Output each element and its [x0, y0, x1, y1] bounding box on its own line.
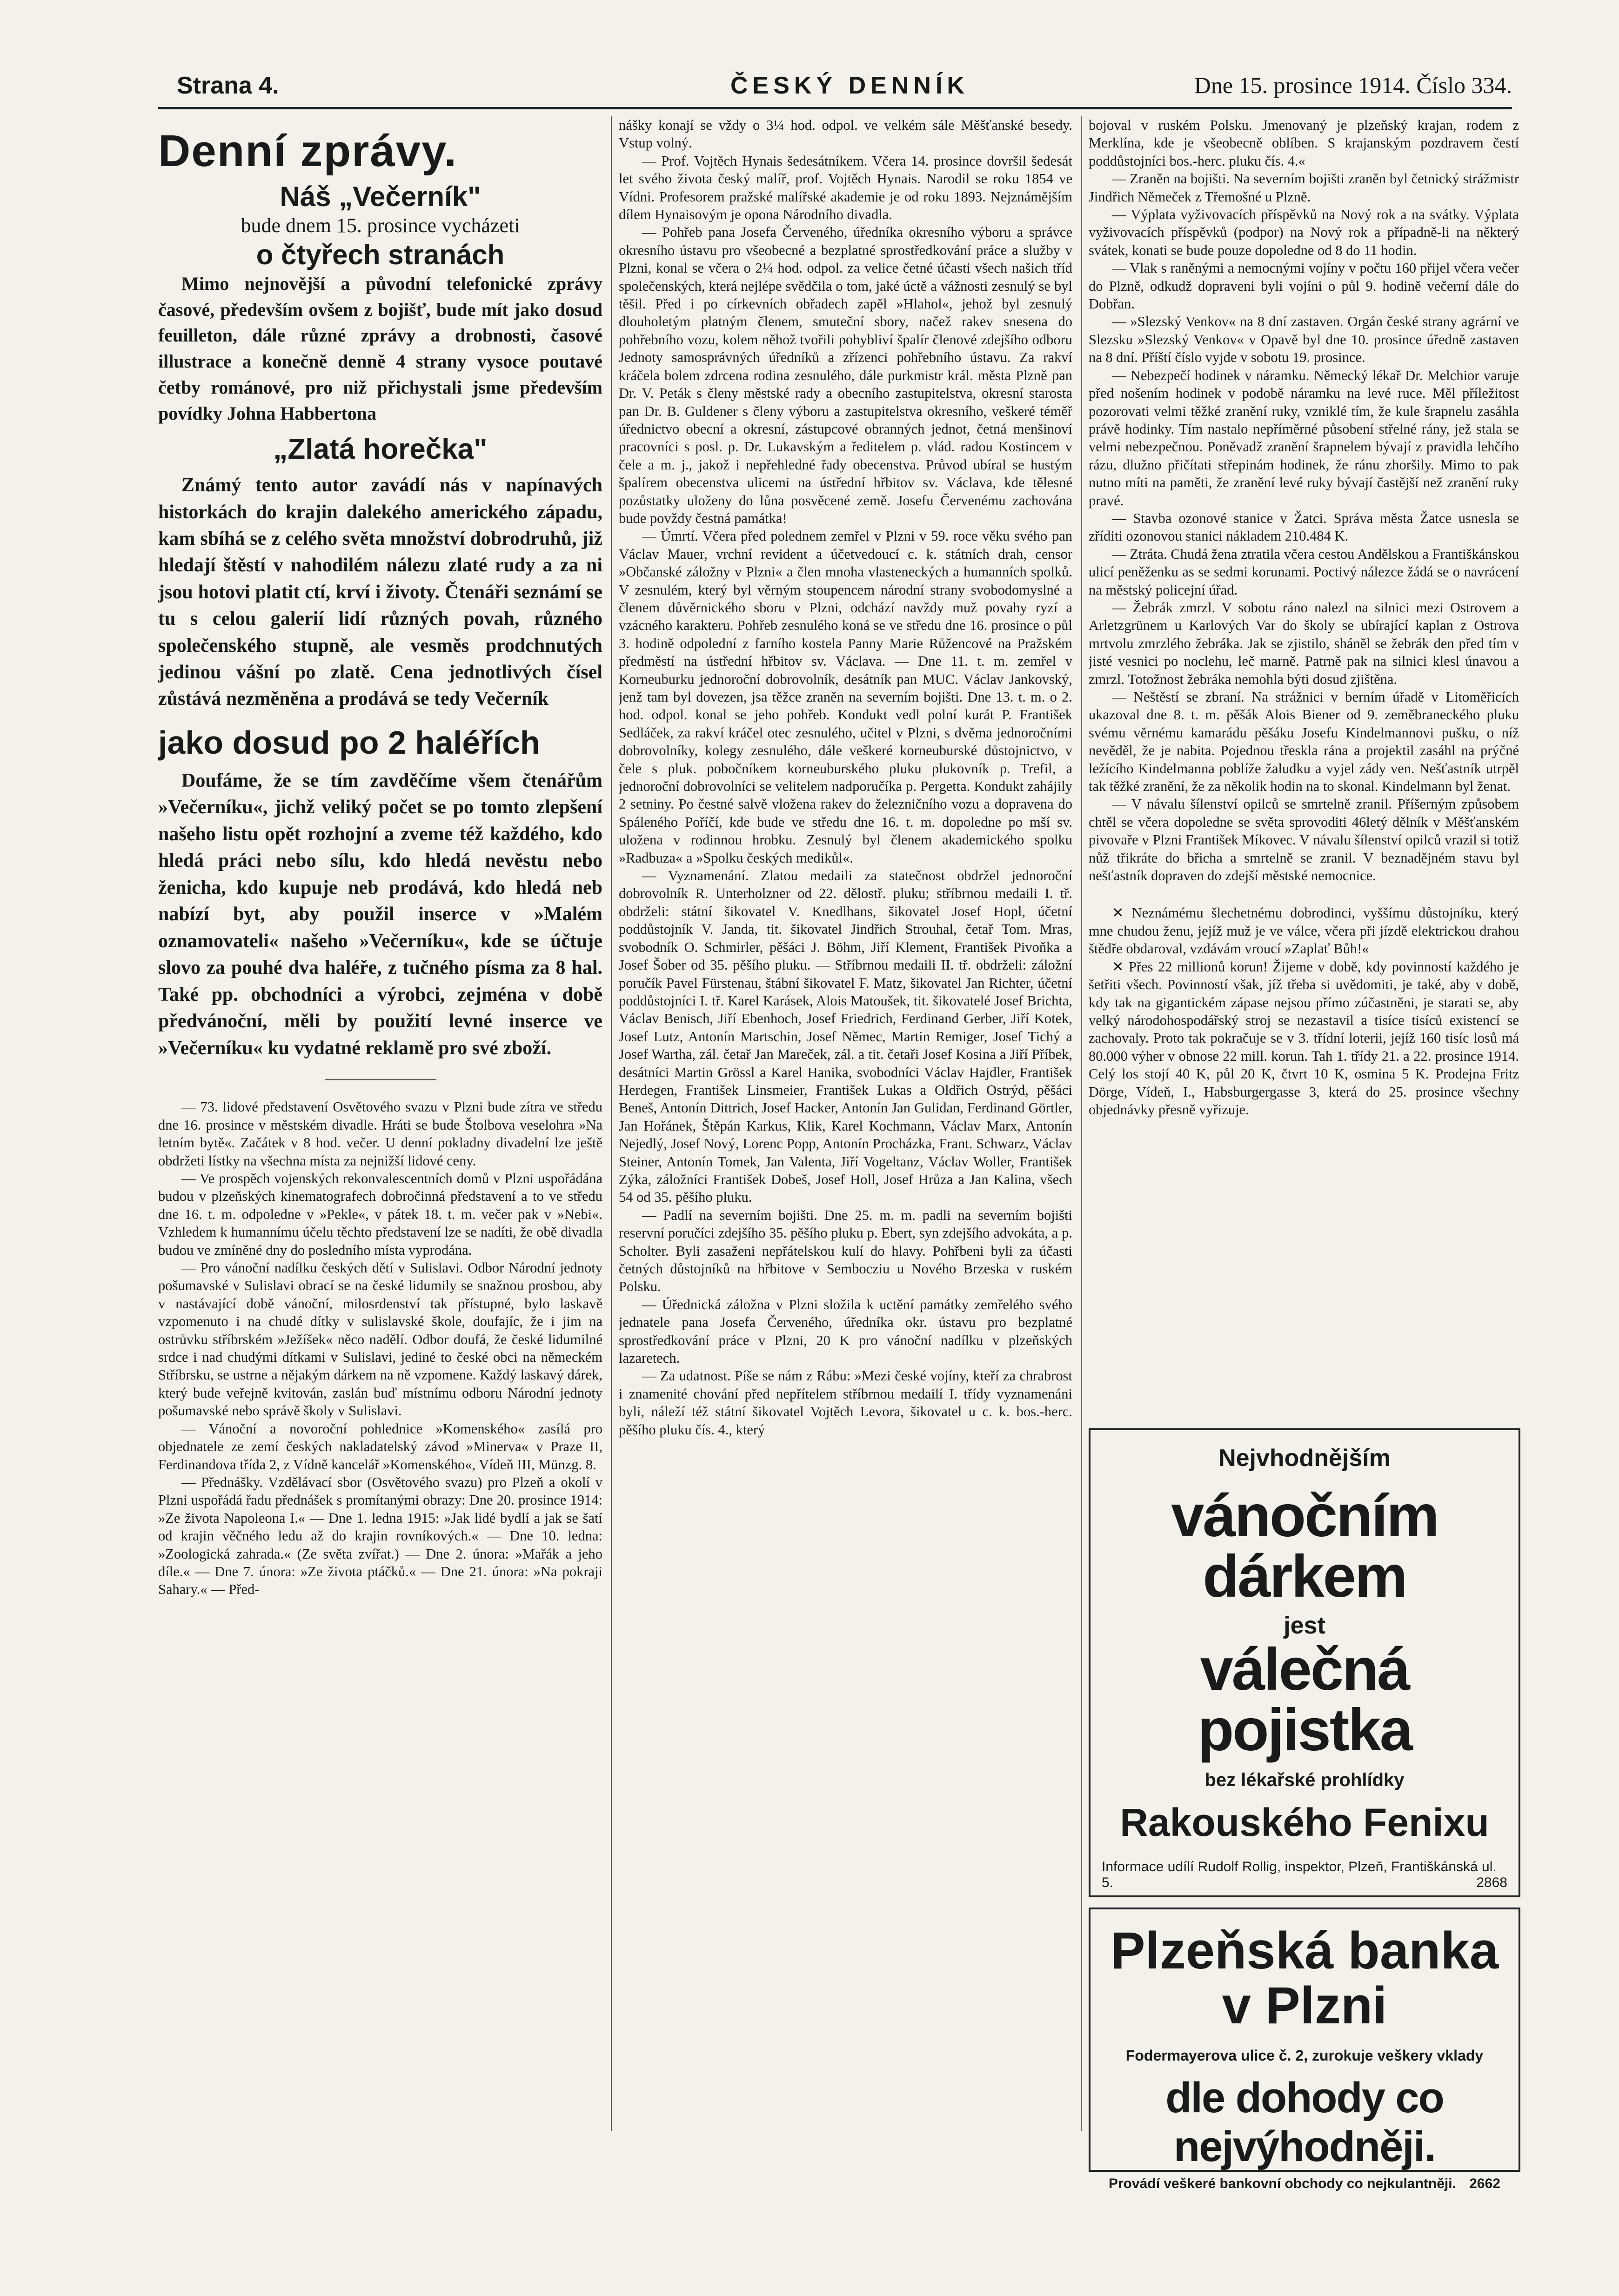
news-item: — Neštěstí se zbraní. Na strážnici v berním úřadě v Litoměřicích ukazoval dne 8. t. m. pěšák Alois Biener od 9. zeměbraneckého pluku svému věrnému kamarádu pěšáku Josefu Kindelmannovi pušku, o níž nevěděl, že je nabita. Pojednou třeskla rána a projektil zasáhl na prýčné ležícího Kindelmanna poblíže žaludku a vyjel zády ven. Nešťastník utrpěl tak těžké zranění, že za několik hodin na to skonal. Kindelmann byl ženat. — [1089, 689, 1519, 795]
vecernik-heading: Náš „Večerník" — [280, 181, 481, 212]
article-paragraph: Mimo nejnovější a původní telefonické zprávy časové, především ovšem z bojišť, bude mít jako dosud feuilleton, dále různé zprávy a drobnosti, časové illustrace a konečně denně 4 strany vysoce poutavé četby románové, pro niž přichystali jsme především povídky Johna Habbertona — [158, 273, 602, 424]
news-item: — Přednášky. Vzdělávací sbor (Osvětového svazu) pro Plzeň a okolí v Plzni uspořádá řadu přednášek s promítanými obrazy: Dne 20. prosince 1914: »Ze života Napoleona I.« — Dne 1. ledna 1915: »Jak lidé bydlí a jak se šatí od krajin věčného ledu až do krajin rovníkových.« — Dne 10. ledna: »Zoologická zahrada.« (Ze světa zvířat.) — Dne 2. února: »Mařák a jeho díle.« — Dne 7. února: »Ze života ptáčků.« — Dne 21. února: »Na pokraji Sahary.« — Před- — [158, 1474, 602, 1598]
ad-company: Rakouského Fenixu — [1120, 1801, 1489, 1844]
page-number: Strana 4. — [177, 72, 279, 99]
separator — [325, 1079, 436, 1080]
news-item: — V návalu šílenství opilců se smrtelně zranil. Příšerným způsobem chtěl se včera dopoledne se světa sprovoditi 46letý dělník v Měšťanském pivovaře v Plzni František Míkovec. V návalu šílenství opilců vrazil si totiž nůž třikráte do břicha a smrtelně se zranil. V beznadějném stavu byl nešťastník dopraven do zdejší městské nemocnice. — [1089, 796, 1519, 884]
news-item: — Úřednická záložna v Plzni složila k uctění památky zemřelého svého jednatele pana Josefa Červeného, úředníka okr. ústavu pro bezplatné sprostředkování práce v Plzni, 20 K pro vánoční nadílku v plzeňských lazaretech. — [619, 1296, 1072, 1366]
news-item: — Úmrtí. Včera před polednem zemřel v Plzni v 59. roce věku svého pan Václav Mauer, vrchní revident a účetvedoucí c. k. státních drah, censor »Občanské záložny v Plzni« a člen mnoha vlasteneckých a humanních spolků. V zesnulém, který byl věrným stoupencem národní strany svobodomyslné a členem důvěrnického sboru v Plzni, odchází navždy muž povahy ryzí a vzácného karakteru. Pohřeb zesnulého koná se ve středu dne 16. prosince o půl 3. hodině odpolední z farního kostela Panny Marie Růžencové na Pražském předměstí na ústřední hřbitov sv. Václava. — Dne 11. t. m. zemřel v Korneuburku jednoroční dobrovolník, desátník pan MUC. Václav Jankovský, jenž tam byl dovezen, jsa těžce zraněn na severním bojišti. Dne 13. t. m. o 2. hod. odpol. konal se jeho pohřeb. Kondukt vedl polní kurát P. František Sedláček, za rakví kráčel otec zesnulého, učitel v Plzni, s dvěma jednoročními dobrovolníky, kolegy zesnulého, dále veškeré korneuburské důstojnictvo, v čele s pluk. pobočníkem korneuburského pluku plukovník p. Trefil, a jednoroční dobrovolníci se velitelem nadporučíka p. Pergetta. Kondukt zahájily 2 setniny. Po čestné salvě vložena rakev do železničního vozu a dopravena do Spáleného Poříčí, kde bude ve středu dne 16. t. m. dopoledne po mší sv. uložena v rodinnou hrobku. Zesnulý byl členem akademického spolku »Radbuza« a »Spolku českých medikůl«. — [619, 528, 1072, 866]
news-item: — Zraněn na bojišti. Na severním bojišti zraněn byl četnický strážmistr Jindřich Němeček z Třemošné u Plzně. — [1089, 171, 1519, 205]
page-header — [158, 70, 1512, 109]
news-item: — »Slezský Venkov« na 8 dní zastaven. Orgán české strany agrární ve Slezsku »Slezský Venkov« v Opavě byl dne 10. prosince úředně zastaven na 8 dní. Příští číslo vyjde v sobotu 19. prosince. — [1089, 314, 1519, 366]
ad-number: 2868 — [1476, 1875, 1507, 1890]
newspaper-title: ČESKÝ DENNÍK — [730, 72, 969, 99]
news-item: — Nebezpečí hodinek v náramku. Německý lékař Dr. Melchior varuje před nošením hodinek v podobě náramku na levé ruce. Měl příležitost pozorovati velmi těžké zranění ruky, vzniklé tím, že kule šrapnelu zasáhla právě hodinky. Tím nastalo nepříměrné působení střelné rány, jež stala se velmi nebezpečnou. Poněvadž zranění šrapnelem bývají z pravidla lehčího rázu, dlužno přičítati střepinám hodinek, že ránu zhoršily. Mimo to pak nutno míti na paměti, že zranění levé ruky bývají častější než zranění ruky pravé. — [1089, 367, 1519, 509]
ad-line: bez lékařské prohlídky — [1204, 1770, 1405, 1790]
ad-headline: dle dohody co nejvýhodněji. — [1165, 2074, 1444, 2170]
news-item: — 73. lidové představení Osvětového svazu v Plzni bude zítra ve středu dne 16. prosince v městském divadle. Hráti se bude Štolbova veselohra »Na letním bytě«. Začátek v 8 hod. večer. U denní pokladny divadelní lze ještě obdržeti lístky na všechna místa za nejnižší lidové ceny. — [158, 1099, 602, 1169]
column-2 — [619, 116, 1072, 2131]
news-item: — Žebrák zmrzl. V sobotu ráno nalezl na silnici mezi Ostrovem a Arletzgrünem u Karlových Var do školy se ubírající kaplan z Ostrova mrtvolu zmrzlého žebráka. Jak se zjistilo, sháněl se žebrák den před tím v jisté vesnici po noclehu, leč marně. Patrně pak na silnici klesl únavou a zmrzl. Totožnost žebráka nemohla býti dosud zjištěna. — [1089, 599, 1519, 687]
ad-line — [1090, 2176, 1519, 2192]
fenix-insurance-ad — [1089, 1428, 1520, 1897]
column-rule — [611, 116, 612, 2131]
price-heading: jako dosud po 2 haléřích — [158, 724, 540, 761]
ad-headline: válečná pojistka — [1198, 1636, 1412, 1763]
ad-line: Fodermayerova ulice č. 2, zurokuje veškery vklady — [1125, 2047, 1484, 2064]
news-item: bojoval v ruském Polsku. Jmenovaný je plzeňský krajan, rodem z Merklína, kde je všeobecně oblíben. S krajanským pozdravem čestí poddůstojníci bos.-herc. pluku čís. 4.« — [1089, 117, 1519, 169]
column-1 — [158, 116, 602, 2131]
section-heading: Denní zprávy. — [158, 126, 458, 176]
notice-item: ✕ Neznámému šlechetnému dobrodinci, vyššímu důstojníku, který mne chudou ženu, jejíž muž je ve válce, včera při jízdě elektrickou drahou štědře obdaroval, vzdávám vroucí »Zaplať Bůh!« — [1089, 905, 1519, 957]
article-paragraph: Známý tento autor zavádí nás v napínavých historkách do krajin dalekého amerického západu, kam sbíhá se z celého světa množství dobrodruhů, již hledají štěstí v nahodilém nálezu zlaté rudy a za ni jsou hotovi platit ctí, krví i životy. Čtenáři seznámí se tu s celou galerií lidí různých povah, různého společenského stupně, ale vesměs prodchnutých jedinou vášní po zlatě. Cena jednotlivých čísel zůstává nezměněna a prodává se tedy Večerník — [158, 475, 602, 710]
column-3 — [1089, 116, 1519, 1419]
news-item: — Vánoční a novoroční pohlednice »Komenského« zasílá pro objednatele ze zemí českých nakladatelský závod »Minerva« v Praze II, Ferdinandova třída 2, z Vídně kancelář »Komenského«, Vídeň III, Münzg. 8. — [158, 1420, 602, 1473]
vecernik-subline: bude dnem 15. prosince vycházeti — [241, 214, 520, 237]
news-item: — Ztráta. Chudá žena ztratila včera cestou Andělskou a Františkánskou ulicí peněženku as se sedmi korunami. Poctivý nálezce žádá se o navrácení na městský policejní úřad. — [1089, 546, 1519, 598]
ad-contact — [1090, 1859, 1519, 1891]
ad-line: jest — [1284, 1612, 1325, 1639]
article-paragraph: Doufáme, že se tím zavděčíme všem čtenářům »Večerníku«, jichž veliký počet se po tomto zlepšení našeho listu opět rozhojní a zveme též každého, kdo hledá práci nebo sílu, kdo hledá nevěstu nebo ženicha, kdo kupuje neb prodává, kdo hledá neb nabízí byt, aby použil inserce v »Malém oznamovateli« našeho »Večerníku«, kde se účtuje slovo za pouhé dva haléře, z tučného písma za 8 hal. Také pp. obchodníci a výrobci, zejména v době předvánoční, měli by použití levné inserce ve »Večerníku« ku vydatné reklamě pro své zboží. — [158, 770, 602, 1059]
ad-line-text: Provádí veškeré bankovní obchody co nejkulantněji. — [1109, 2176, 1456, 2191]
news-item: — Padlí na severním bojišti. Dne 25. m. m. padli na severním bojišti reservní poručíci zdejšího 35. pěšího pluku p. Ebert, syn zdejšího advokáta, a p. Scholter. Byli zasaženi nepřátelskou kulí do hlavy. Pohřbeni byli za účasti četných důstojníků na hřbitove v Sembocziu u Nového Brzeska v ruském Polsku. — [619, 1207, 1072, 1295]
novel-title: „Zlatá horečka" — [273, 433, 488, 466]
ad-number: 2662 — [1469, 2176, 1500, 2191]
ad-line: Nejvhodnějším — [1218, 1445, 1391, 1472]
news-item: — Vlak s raněnými a nemocnými vojíny v počtu 160 přijel včera večer do Plzně, odkudž dopraveni byli vojíni o půl 9. hodině večerní dále do Dobřan. — [1089, 260, 1519, 312]
news-item: — Ve prospěch vojenských rekonvalescentních domů v Plzni uspořádána budou v plzeňských kinematografech dobročinná představení a to ve středu dne 16. t. m. odpoledne v »Pekle«, v pátek 18. t. m. večer pak v »Nebi«. Vzhledem k humannímu účelu těchto představení lze se nadíti, že obě divadla budou ve zmíněné dny do posledního místa vyprodána. — [158, 1171, 602, 1258]
ad-headline: Plzeňská banka — [1110, 1921, 1499, 1980]
notice-item: ✕ Přes 22 millionů korun! Žijeme v době, kdy povinností každého je šetřiti všech. Povinností však, jíž třeba si uvědomiti, je také, aby v době, kdy tak na gigantickém zápase nejsou přímo zúčastněni, je starati se, aby velký národohospodářský stroj se nezastavil a tisíce tisíců existencí se zachovaly. Proto tak pokračuje se v 3. třídní loterii, jejíž 160 tisíc losů má 80.000 výher v obnose 22 mill. korun. Tah 1. třídy 21. a 22. prosince 1914. Celý los stojí 40 K, půl 20 K, čtvrt 10 K, osmina 5 K. Prodejna Fritz Dörge, Vídeň, I., Habsburgergasse 3, která do 25. prosince všechny objednávky přesně vyřizuje. — [1089, 958, 1519, 1118]
news-item: — Za udatnost. Píše se nám z Rábu: »Mezi české vojíny, kteří za chrabrost i znamenité chování před nepřítelem stříbrnou medailí I. třídy vyznamenáni byli, náleží též státní šikovatel Vojtěch Levora, šikovatel u c. k. bos.-herc. pěšího pluku čís. 4., který — [619, 1368, 1072, 1438]
news-item: — Pro vánoční nadílku českých dětí v Sulislavi. Odbor Národní jednoty pošumavské v Sulislavi obrací se na české lidumily se snažnou prosbou, aby v nastávající době vánoční, milosrdenství tak přístupné, bylo laskavě vzpomenuto i na chudé dítky v sulislavské škole, doufajíc, že i jim na ostrůvku stříbrském »Ježíšek« něco nadělí. Odbor doufá, že české lidumilné srdce i nad chudými dítkami v Sulislavi, jediné to české obci na německém Stříbrsku, se ustrne a nějakým dárkem na ně vzpomene. Každý laskavý dárek, který bude veřejně kvitován, zaslán buď místnímu odboru Národní jednoty pošumavské nebo správě školy v Sulislavi. — [158, 1260, 602, 1419]
news-item: — Pohřeb pana Josefa Červeného, úředníka okresního výboru a správce okresního ústavu pro všeobecné a bezplatné sprostředkování práce a služby v Plzni, konal se včera o 2¼ hod. odpol. za velice četné účasti všech našich tříd společenských, která nejlépe svědčila o tom, jaké úctě a vážnosti zesnulý se byl těšil. Před i po církevních obřadech zapěl »Hlahol«, jehož byl zesnulý dlouholetým platným členem, smuteční sbory, načež rakev snesena do pohřebního vozu, kolem něhož tvořili pohybliví špalír členové zdejšího odboru Jednoty samosprávných úředníků a zřízenci pohřebního ústavu. Za rakví kráčela bolem zdrcena rodina zesnulého, dále purkmistr král. města Plzně pan Dr. V. Peták s členy městské rady a obecního zastupitelstva, okresní starosta pan Dr. B. Guldener s členy výboru a zastupitelstva okresního, veškeré téměř úřednictvo obecní a okresní, zástupcové obranných jednot, četná menšinoví pracovníci s posl. p. Dr. Lukavským a ředitelem p. vlád. radou Kostincem v čele a m. j., jakož i nepřehledné řady obecenstva. Průvod ubíral se hustým špalírem obecenstva ulicemi na ústřední hřbitov sv. Václava, kde tělesné pozůstatky uloženy do lůna posvěcené země. Josefu Červenému zachována bude povždy čestná památka! — [619, 224, 1072, 526]
news-item: — Stavba ozonové stanice v Žatci. Správa města Žatce usnesla se zříditi ozonovou stanici nákladem 210.484 K. — [1089, 510, 1519, 544]
bank-ad — [1089, 1908, 1520, 2191]
column-rule — [1081, 116, 1082, 2131]
four-pages-heading: o čtyřech stranách — [256, 239, 505, 270]
issue-date: Dne 15. prosince 1914. Číslo 334. — [1194, 72, 1512, 98]
news-item: — Vyznamenání. Zlatou medaili za statečnost obdržel jednoroční dobrovolník R. Unterholzner od 22. dělostř. pluku; stříbrnou medaili I. tř. obdrželi: státní šikovatel V. Knedlhans, šikovatel Josef Hopl, účetní poddůstojník V. Janda, tit. šikovatel Jindřich Strouhal, četař Tom. Mras, svobodník O. Schmirler, pěšáci J. Böhm, Jiří Klement, František Pivoňka a Josef Šober od 35. pěšího pluku. — Stříbrnou medaili II. tř. obdrželi: záložní poručík Pavel Fürstenau, štábní šikovatel F. Matz, šikovatel Jan Richter, účetní poddůstojníci I. tř. Karel Karásek, Alois Matoušek, tit. šikovatelé Josef Brichta, Václav Benisch, Jiří Ebenhoch, Josef Friedrich, Ferdinand Gerber, Jiří Kotek, Josef Lutz, Antonín Martschin, Josef Němec, Martin Remiger, Josef Tichý a Josef Wartha, zál. četař Jan Mareček, zál. a tit. četaři Josef Kosina a Jiří Příbek, desátníci Martin Grössl a Karel Hanika, svobodníci Václav Hajdler, František Herdegen, František Linsmeier, František Lukas a Oldřich Ostrýd, pěšáci Beneš, Antonín Dittrich, Josef Hacker, Antonín Jan Gulidan, Ferdinand Görtler, Jan Hořánek, Štěpán Karkus, Klik, Karel Kochmann, Václav Marx, Antonín Nejedlý, Josef Nový, Lorenc Popp, Antonín Procházka, Frant. Schwarz, Václav Steiner, Antonín Tomek, Jan Valenta, Jiří Vogeltanz, Václav Woller, František Zýka, záložníci František Dobeš, Josef Holl, Josef Hrůza a Jan Kalina, všech 54 od 35. pěšího pluku. — [619, 868, 1072, 1205]
ad-contact-text: Informace udílí Rudolf Rollig, inspektor, Plzeň, Františkánská ul. 5. — [1102, 1859, 1497, 1890]
ad-headline: v Plzni — [1222, 1976, 1387, 2035]
news-item: — Prof. Vojtěch Hynais šedesátníkem. Včera 14. prosince dovršil šedesát let svého života český malíř, prof. Vojtěch Hynais. Narodil se roku 1854 ve Vídni. Profesorem pražské malířské akademie je od roku 1893. Nejznámějším dílem Hynaisovým je opona Národního divadla. — [619, 153, 1072, 223]
news-item: — Výplata vyživovacích příspěvků na Nový rok a na svátky. Výplata vyživovacích příspěvků (podpor) na Nový rok a případně-li na některý svátek, konati se bude pouze dopoledne od 8 do 11 hodin. — [1089, 207, 1519, 258]
ad-headline: vánočním dárkem — [1171, 1483, 1438, 1610]
news-item: nášky konají se vždy o 3¼ hod. odpol. ve velkém sále Měšťanské besedy. Vstup volný. — [619, 117, 1072, 151]
